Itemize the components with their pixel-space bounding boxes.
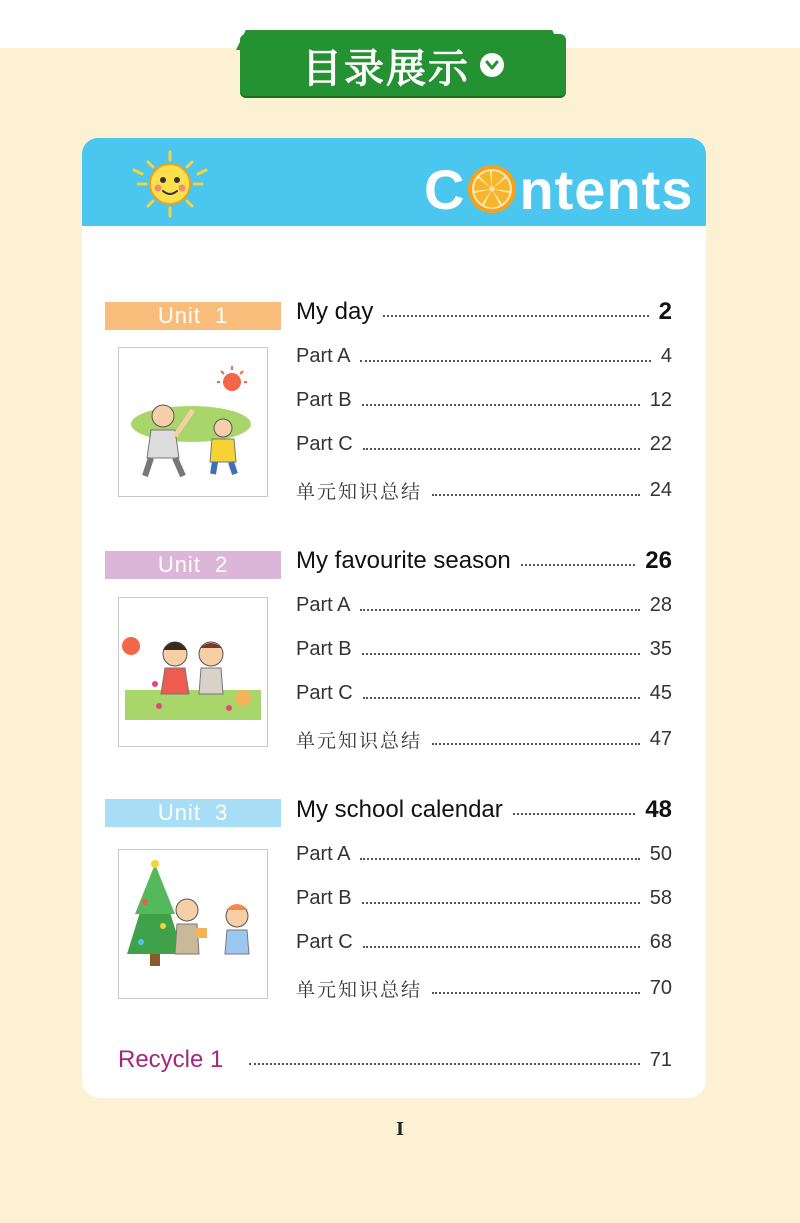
leader-dots bbox=[432, 743, 640, 745]
toc-entry-unit-1[interactable] bbox=[296, 298, 672, 326]
toc-entry[interactable] bbox=[296, 726, 672, 753]
leader-dots bbox=[249, 1063, 639, 1065]
leader-dots bbox=[360, 360, 650, 362]
contents-title-first: C bbox=[424, 157, 466, 221]
toc-entry[interactable] bbox=[296, 931, 672, 954]
part-label: Part B bbox=[296, 638, 352, 660]
part-label: Part C bbox=[296, 931, 353, 953]
page-number: 68 bbox=[649, 931, 672, 953]
page-number: 26 bbox=[645, 547, 672, 574]
part-label: Part B bbox=[296, 887, 352, 909]
page-number: 35 bbox=[649, 638, 672, 660]
unit-illustration-3 bbox=[118, 849, 268, 999]
toc-entry[interactable] bbox=[296, 887, 672, 910]
leader-dots bbox=[360, 609, 639, 611]
leader-dots bbox=[360, 858, 639, 860]
page-number: 22 bbox=[649, 433, 672, 455]
unit-title: My day bbox=[296, 298, 374, 325]
page-number: 45 bbox=[649, 682, 672, 704]
part-label: Part A bbox=[296, 843, 351, 865]
page-number: 58 bbox=[649, 887, 672, 909]
recycle-title: Recycle 1 bbox=[118, 1046, 224, 1073]
part-label: Part A bbox=[296, 345, 351, 367]
page-number: 47 bbox=[649, 728, 672, 750]
unit-title: My favourite season bbox=[296, 547, 511, 574]
unit-number: 1 bbox=[214, 303, 229, 328]
part-label: Part C bbox=[296, 433, 353, 455]
page-number: 71 bbox=[649, 1048, 672, 1071]
sun-face-icon bbox=[126, 148, 214, 220]
toc-entry[interactable] bbox=[296, 594, 672, 617]
unit-title: My school calendar bbox=[296, 796, 503, 823]
contents-title-rest: ntents bbox=[519, 157, 694, 221]
leader-dots bbox=[362, 653, 640, 655]
toc-entry[interactable] bbox=[296, 682, 672, 705]
unit-illustration-2 bbox=[118, 597, 268, 747]
unit-illustration-1 bbox=[118, 347, 268, 497]
page-number: 2 bbox=[658, 298, 672, 325]
page-number-roman: I bbox=[396, 1118, 404, 1140]
leader-dots bbox=[363, 448, 640, 450]
toc-entry-recycle[interactable] bbox=[118, 1046, 672, 1074]
toc-banner bbox=[240, 34, 566, 96]
toc-entry[interactable] bbox=[296, 638, 672, 661]
page-number: 12 bbox=[649, 389, 672, 411]
part-label: 单元知识总结 bbox=[296, 979, 423, 1001]
toc-entry[interactable] bbox=[296, 477, 672, 504]
page-number: 70 bbox=[649, 977, 672, 999]
unit-badge-1 bbox=[105, 302, 281, 330]
toc-entry-unit-2[interactable] bbox=[296, 547, 672, 575]
page-number: 28 bbox=[649, 594, 672, 616]
part-label: Part C bbox=[296, 682, 353, 704]
leader-dots bbox=[513, 813, 636, 815]
part-label: Part B bbox=[296, 389, 352, 411]
part-label: 单元知识总结 bbox=[296, 481, 423, 503]
leader-dots bbox=[383, 315, 648, 317]
part-label: Part A bbox=[296, 594, 351, 616]
unit-badge-2 bbox=[105, 551, 281, 579]
toc-entry[interactable] bbox=[296, 843, 672, 866]
leader-dots bbox=[521, 564, 636, 566]
unit-word: Unit bbox=[157, 303, 201, 328]
unit-number: 2 bbox=[214, 552, 229, 577]
unit-badge-3 bbox=[105, 799, 281, 827]
contents-title bbox=[424, 154, 694, 224]
toc-entry-unit-3[interactable] bbox=[296, 796, 672, 824]
leader-dots bbox=[362, 902, 640, 904]
chevron-down-icon bbox=[480, 53, 504, 77]
unit-number: 3 bbox=[214, 800, 229, 825]
page-number: 4 bbox=[660, 345, 672, 367]
leader-dots bbox=[362, 404, 640, 406]
toc-entry[interactable] bbox=[296, 975, 672, 1002]
page-number: 24 bbox=[649, 479, 672, 501]
unit-word: Unit bbox=[157, 800, 201, 825]
part-label: 单元知识总结 bbox=[296, 730, 423, 752]
leader-dots bbox=[363, 946, 640, 948]
toc-entry[interactable] bbox=[296, 433, 672, 456]
page-number: 50 bbox=[649, 843, 672, 865]
toc-entry[interactable] bbox=[296, 345, 672, 368]
orange-slice-icon bbox=[467, 164, 517, 214]
banner-title: 目录展示 bbox=[302, 45, 470, 92]
leader-dots bbox=[432, 494, 640, 496]
unit-word: Unit bbox=[157, 552, 201, 577]
leader-dots bbox=[432, 992, 640, 994]
toc-entry[interactable] bbox=[296, 389, 672, 412]
leader-dots bbox=[363, 697, 640, 699]
page-number: 48 bbox=[645, 796, 672, 823]
